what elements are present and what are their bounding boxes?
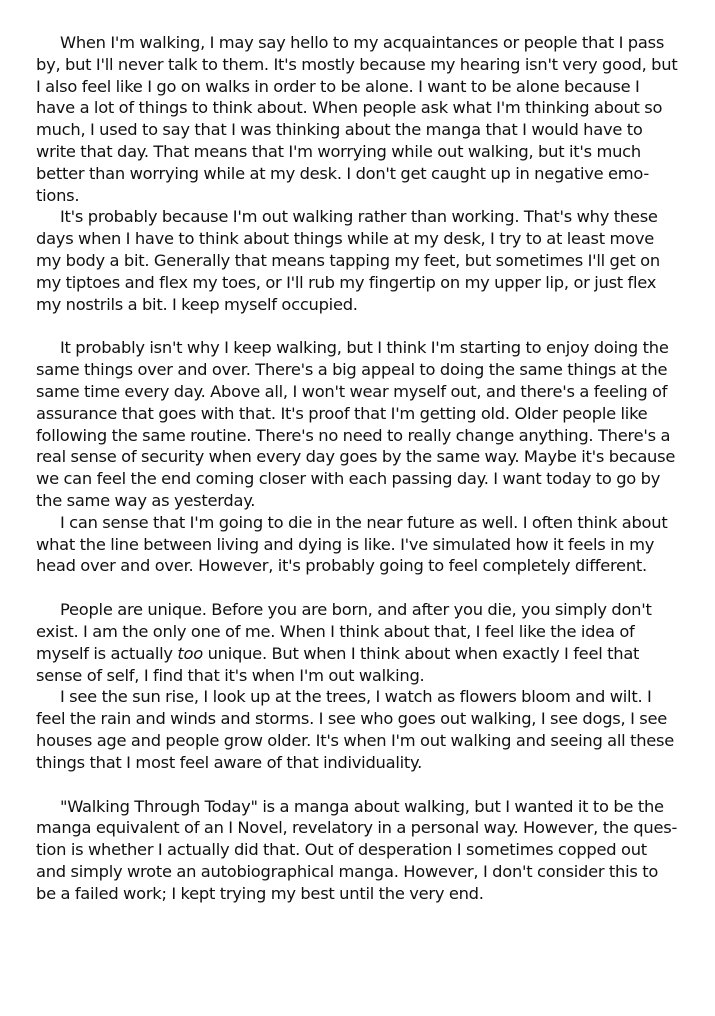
paragraph: It's probably because I'm out walking rather than working. That's why these days when I have to think about things while at my desk, I try to at least move my body a bit. Generally that means tapping my feet, but sometimes I'll get on my tiptoes and flex my toes, or I'll rub my fingertip on my upper lip, or just flex my nostrils a bit. I keep myself occupied. — [36, 207, 660, 314]
paragraph: I see the sun rise, I look up at the trees, I watch as flowers bloom and wilt. I feel the rain and winds and storms. I see who goes out walking, I see dogs, I see houses age and people grow older. It's when I'm out walking and seeing all these things that I most feel aware of that individuality. — [36, 687, 675, 772]
section-walking-alone — [36, 32, 680, 315]
section-routine — [36, 337, 680, 577]
paragraph: I can sense that I'm going to die in the near future as well. I often think about what the line between living and dying is like. I've simulated how it feels in my head over and over. However, it's probably going to feel completely different. — [36, 512, 668, 576]
document-page — [36, 32, 680, 904]
paragraph: "Walking Through Today" is a manga about walking, but I wanted it to be the manga equivalent of an I Novel, revelatory in a personal way. However, the ques- tion is whether I actually did that. Out of desperation I sometimes copped out and simply wrote an autobiographical manga. However, I don't consider this to be a failed work; I kept trying my best until the very end. — [36, 796, 678, 903]
paragraph: It probably isn't why I keep walking, but I think I'm starting to enjoy doing the same things over and over. There's a big appeal to doing the same things at the same time every day. Above all, I won't wear myself out, and there's a feeling of assurance that goes with that. It's proof that I'm getting old. Older people like following the same routine. There's no need to really change anything. There's a real sense of security when every day goes by the same way. Maybe it's because we can feel the end coming closer with each passing day. I want today to go by the same way as yesterday. — [36, 338, 676, 510]
paragraph — [36, 599, 680, 686]
section-uniqueness — [36, 599, 680, 773]
emphasis-text: too — [177, 643, 203, 663]
paragraph-text: unique. But when I think about when exactly I feel that sense of self, I find that it's when I'm out walking. — [36, 643, 640, 685]
paragraph-text: People are unique. Before you are born, and after you die, you simply don't exist. I am the only one of me. When I think about that, I feel like the idea of myself is actually — [36, 600, 652, 663]
paragraph: When I'm walking, I may say hello to my acquaintances or people that I pass by, but I'll never talk to them. It's mostly because my hearing isn't very good, but I also feel like I go on walks in order to be alone. I want to be alone because I have a lot of things to think about. When people ask what I'm thinking about so much, I used to say that I was thinking about the manga that I would have to write that day. That means that I'm worrying while out walking, but it's much better than worrying while at my desk. I don't get caught up in negative emo- tions. — [36, 33, 678, 205]
section-about-manga — [36, 796, 680, 905]
